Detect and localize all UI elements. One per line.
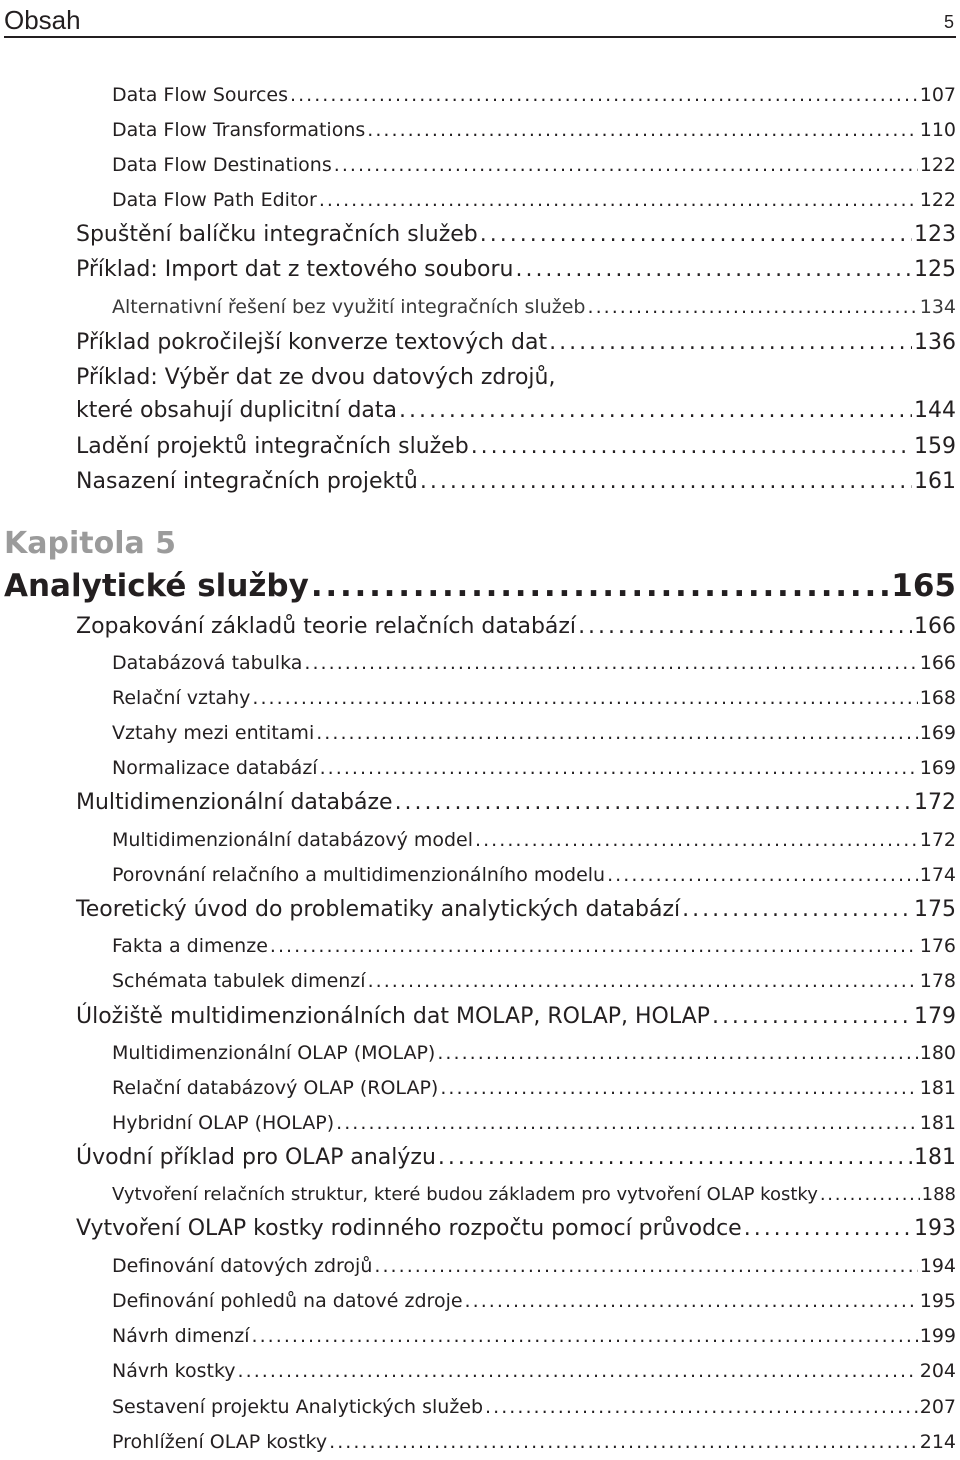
toc-entry-page: 123 [914,222,956,247]
toc-entry-label: Relační databázový OLAP (ROLAP) [112,1077,439,1099]
chapter-number-label: Kapitola 5 [4,526,177,561]
toc-entry-page: 178 [919,970,956,992]
toc-entry[interactable] [112,1112,956,1134]
dot-leader [399,398,912,423]
toc-entry-page: 168 [919,687,956,709]
toc-entry-label: Multidimenzionální databáze [76,790,393,815]
dot-leader [485,1396,918,1418]
toc-entry[interactable] [76,222,956,247]
dot-leader [374,1255,917,1277]
toc-entry[interactable] [76,1145,956,1170]
toc-entry-label: Data Flow Sources [112,84,288,106]
toc-entry-label: Definování pohledů na datové zdroje [112,1290,463,1312]
dot-leader [578,614,912,639]
dot-leader [320,757,918,779]
toc-entry-label: Data Flow Transformations [112,119,366,141]
toc-entry-label: Spuštění balíčku integračních služeb [76,222,478,247]
toc-entry[interactable] [112,1184,956,1205]
toc-entry-label: Úvodní příklad pro OLAP analýzu [76,1145,436,1170]
dot-leader [316,722,918,744]
toc-entry-label: Porovnání relačního a multidimenzionálního modelu [112,864,606,886]
toc-entry-page: 169 [919,757,956,779]
dot-leader [270,935,918,957]
toc-entry-label: Multidimenzionální OLAP (MOLAP) [112,1042,436,1064]
toc-entry[interactable] [112,722,956,744]
dot-leader [395,790,912,815]
toc-entry[interactable] [76,434,956,459]
dot-leader [820,1184,920,1205]
toc-entry[interactable] [76,330,956,355]
dot-leader [319,189,918,211]
toc-entry-page: 107 [919,84,956,106]
toc-entry[interactable] [76,614,956,639]
toc-entry-label: Nasazení integračních projektů [76,469,418,494]
toc-entry-page: 144 [914,398,956,423]
toc-entry[interactable] [112,189,956,211]
dot-leader [549,330,912,355]
toc-entry-label: Teoretický úvod do problematiky analytických databází [76,897,681,922]
chapter-page: 165 [891,568,956,604]
dot-leader [252,687,917,709]
toc-entry-label: Úložiště multidimenzionálních dat MOLAP, ROLAP, HOLAP [76,1004,710,1029]
toc-entry-label: Databázová tabulka [112,652,303,674]
toc-entry-label: Návrh kostky [112,1360,236,1382]
toc-entry-page: 125 [914,257,956,282]
toc-entry-label: Příklad pokročilejší konverze textových dat [76,330,548,355]
toc-entry-label: Definování datových zdrojů [112,1255,373,1277]
toc-entry-page: 180 [919,1042,956,1064]
running-header-title: Obsah [4,5,81,35]
toc-entry-page: 214 [919,1431,956,1453]
toc-entry-page: 181 [919,1077,956,1099]
toc-entry-label: Fakta a dimenze [112,935,268,957]
dot-leader [515,257,912,282]
toc-entry-label: Data Flow Destinations [112,154,332,176]
dot-leader [744,1216,912,1241]
chapter-title: Analytické služby [4,568,309,604]
toc-entry[interactable] [112,829,956,851]
dot-leader [587,296,917,318]
toc-entry-label: Vytvoření relačních struktur, které budou základem pro vytvoření OLAP kostky [112,1184,818,1205]
dot-leader [437,1042,917,1064]
toc-entry[interactable] [112,1431,956,1453]
toc-entry-label: Sestavení projektu Analytických služeb [112,1396,484,1418]
toc-entry-page: 169 [919,722,956,744]
toc-entry-label: Prohlížení OLAP kostky [112,1431,328,1453]
toc-entry[interactable] [112,1360,956,1382]
toc-entry[interactable] [112,935,956,957]
toc-entry-label: Alternativní řešení bez využití integračních služeb [112,296,586,318]
dot-leader [682,897,912,922]
toc-entry-label: Data Flow Path Editor [112,189,317,211]
toc-entry[interactable] [112,864,956,886]
dot-leader [311,568,889,604]
toc-entry[interactable] [76,790,956,815]
toc-entry-page: 110 [919,119,956,141]
toc-entry-page: 181 [919,1112,956,1134]
dot-leader [480,222,912,247]
toc-entry[interactable] [76,398,956,423]
dot-leader [329,1431,918,1453]
toc-entry-page: 159 [914,434,956,459]
dot-leader [290,84,918,106]
toc-entry[interactable] [112,1396,956,1418]
toc-entry[interactable] [112,1077,956,1099]
dot-leader [304,652,917,674]
toc-entry[interactable] [112,1290,956,1312]
dot-leader [368,970,918,992]
dot-leader [438,1145,912,1170]
toc-entry-page: 122 [919,189,956,211]
toc-entry-label: Ladění projektů integračních služeb [76,434,469,459]
toc-entry-page: 176 [919,935,956,957]
toc-entry-page: 166 [914,614,956,639]
dot-leader [336,1112,918,1134]
toc-entry[interactable] [112,1042,956,1064]
dot-leader [367,119,917,141]
toc-entry-page: 195 [919,1290,956,1312]
toc-entry-page: 204 [919,1360,956,1382]
toc-entry[interactable] [112,757,956,779]
toc-entry-page: 193 [914,1216,956,1241]
toc-entry[interactable] [76,1216,956,1241]
toc-entry[interactable] [112,1325,956,1347]
toc-entry-page: 188 [921,1184,956,1205]
toc-entry-page: 172 [914,790,956,815]
toc-entry-label: Normalizace databází [112,757,318,779]
toc-entry[interactable] [112,652,956,674]
toc-entry-page: 161 [914,469,956,494]
toc-entry-page: 174 [919,864,956,886]
dot-leader [475,829,918,851]
toc-entry-label: Vztahy mezi entitami [112,722,315,744]
dot-leader [420,469,912,494]
dot-leader [334,154,918,176]
toc-entry[interactable] [76,469,956,494]
dot-leader [238,1360,918,1382]
toc-entry[interactable] [112,154,956,176]
chapter-title-entry[interactable] [4,568,956,604]
dot-leader [252,1325,918,1347]
toc-entry-label: Multidimenzionální databázový model [112,829,474,851]
toc-entry-page: 207 [919,1396,956,1418]
toc-entry-page: 175 [914,897,956,922]
toc-entry[interactable] [76,1004,956,1029]
toc-entry-label: které obsahují duplicitní data [76,398,397,423]
dot-leader [712,1004,912,1029]
toc-entry-page: 166 [919,652,956,674]
toc-entry-label: Zopakování základů teorie relačních databází [76,614,577,639]
toc-entry-page: 199 [919,1325,956,1347]
toc-entry[interactable] [112,296,956,318]
toc-entry-page: 134 [919,296,956,318]
toc-entry[interactable] [112,119,956,141]
toc-entry-page: 122 [919,154,956,176]
toc-entry[interactable] [112,84,956,106]
toc-entry-page: 194 [919,1255,956,1277]
toc-entry[interactable] [76,897,956,922]
toc-entry-label: Vytvoření OLAP kostky rodinného rozpočtu pomocí průvodce [76,1216,742,1241]
dot-leader [440,1077,917,1099]
toc-entry[interactable] [112,687,956,709]
toc-entry-page: 172 [919,829,956,851]
dot-leader [607,864,918,886]
toc-entry-label: Návrh dimenzí [112,1325,250,1347]
toc-entry-first-line: Příklad: Výběr dat ze dvou datových zdrojů, [76,365,556,390]
toc-entry[interactable] [112,1255,956,1277]
dot-leader [471,434,912,459]
dot-leader [465,1290,918,1312]
toc-entry-label: Hybridní OLAP (HOLAP) [112,1112,335,1134]
toc-entry-label: Schémata tabulek dimenzí [112,970,366,992]
toc-entry-label: Příklad: Import dat z textového souboru [76,257,514,282]
toc-entry-page: 181 [914,1145,956,1170]
toc-entry-label: Relační vztahy [112,687,251,709]
toc-entry-page: 179 [914,1004,956,1029]
toc-entry[interactable] [112,970,956,992]
running-header-page-number: 5 [943,12,954,32]
toc-entry-page: 136 [914,330,956,355]
toc-entry[interactable] [76,257,956,282]
